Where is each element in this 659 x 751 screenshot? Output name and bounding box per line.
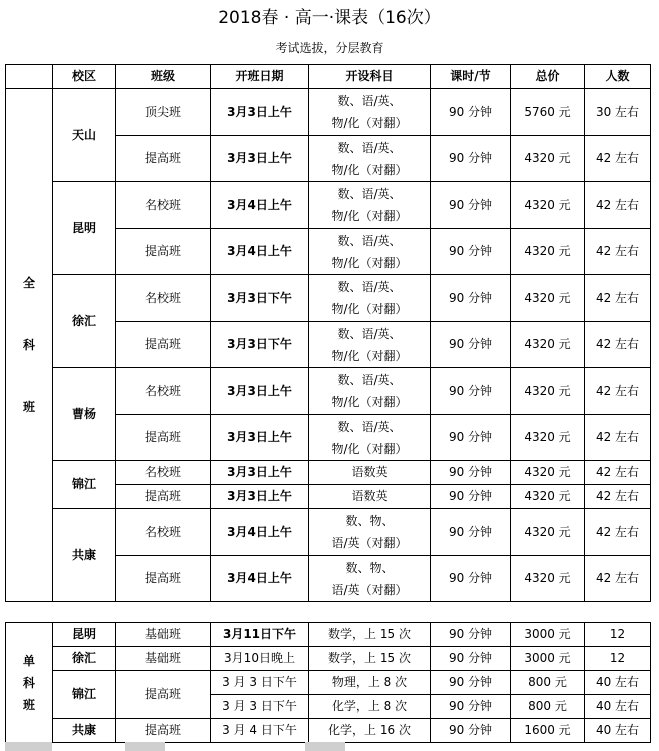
hours-cell: 90 分钟	[431, 89, 511, 136]
header-class-size: 人数	[585, 65, 651, 89]
date-cell: 3月4日上午	[211, 509, 309, 556]
header-subjects: 开设科目	[309, 65, 431, 89]
count-cell: 42 左右	[585, 368, 651, 415]
price-cell: 3000 元	[511, 647, 585, 671]
campus-cell: 共康	[53, 509, 116, 602]
price-cell: 4320 元	[511, 136, 585, 182]
class-cell: 名校班	[116, 182, 211, 229]
category-char: 班	[22, 400, 35, 414]
table-row	[6, 368, 651, 415]
class-cell: 提高班	[116, 556, 211, 602]
price-cell: 4320 元	[511, 461, 585, 485]
price-cell: 4320 元	[511, 556, 585, 602]
hours-cell: 90 分钟	[431, 415, 511, 461]
subjects-cell: 化学，上 8 次	[309, 695, 431, 719]
class-cell: 名校班	[116, 461, 211, 485]
class-cell: 名校班	[116, 368, 211, 415]
date-cell: 3 月 3 日下午	[211, 695, 309, 719]
date-cell: 3 月 3 日下午	[211, 671, 309, 695]
count-cell: 42 左右	[585, 509, 651, 556]
date-cell: 3月3日上午	[211, 415, 309, 461]
subjects-cell	[309, 368, 431, 415]
class-cell: 基础班	[116, 647, 211, 671]
class-cell: 提高班	[116, 485, 211, 509]
subjects-cell: 数学，上 15 次	[309, 623, 431, 647]
subjects-cell	[309, 322, 431, 368]
date-cell: 3月4日上午	[211, 229, 309, 275]
subjects-cell	[309, 229, 431, 275]
subjects-line: 数、语/英、	[337, 280, 402, 294]
date-cell: 3月11日下午	[211, 623, 309, 647]
campus-cell: 昆明	[53, 623, 116, 647]
hours-cell: 90 分钟	[431, 647, 511, 671]
campus-cell: 共康	[53, 719, 116, 743]
category-char: 全	[22, 276, 35, 290]
date-cell: 3月3日上午	[211, 368, 309, 415]
hours-cell: 90 分钟	[431, 556, 511, 602]
campus-cell: 锦江	[53, 671, 116, 719]
subjects-line: 数、语/英、	[337, 187, 402, 201]
price-cell: 4320 元	[511, 322, 585, 368]
count-cell: 40 左右	[585, 719, 651, 743]
category-char: 科	[22, 338, 35, 352]
class-cell: 提高班	[116, 322, 211, 368]
price-cell: 800 元	[511, 695, 585, 719]
class-cell: 提高班	[116, 719, 211, 743]
campus-cell: 天山	[53, 89, 116, 182]
strip-segment	[5, 742, 52, 751]
header-lesson-length: 课时/节	[431, 65, 511, 89]
count-cell: 42 左右	[585, 415, 651, 461]
subjects-cell	[309, 182, 431, 229]
price-cell: 4320 元	[511, 182, 585, 229]
subjects-cell	[309, 275, 431, 322]
single-subject-schedule-table	[5, 622, 651, 743]
header-class: 班级	[116, 65, 211, 89]
table-row	[6, 623, 651, 647]
date-cell: 3月3日下午	[211, 275, 309, 322]
table-row	[6, 647, 651, 671]
date-cell: 3月3日下午	[211, 322, 309, 368]
subjects-cell	[309, 89, 431, 136]
table-row	[6, 671, 651, 695]
campus-cell: 徐汇	[53, 647, 116, 671]
class-cell: 提高班	[116, 671, 211, 719]
subjects-cell: 物理，上 8 次	[309, 671, 431, 695]
count-cell: 42 左右	[585, 275, 651, 322]
count-cell: 42 左右	[585, 229, 651, 275]
subjects-cell: 数学，上 15 次	[309, 647, 431, 671]
price-cell: 4320 元	[511, 509, 585, 556]
subjects-line: 数、物、	[345, 560, 394, 575]
subjects-cell	[309, 509, 431, 556]
count-cell: 42 左右	[585, 182, 651, 229]
date-cell: 3月10日晚上	[211, 647, 309, 671]
full-subject-schedule-table	[5, 64, 651, 602]
bottom-cutoff-strip	[5, 742, 650, 751]
category-full-subject	[6, 89, 53, 602]
campus-cell: 徐汇	[53, 275, 116, 368]
campus-cell: 曹杨	[53, 368, 116, 461]
subjects-cell: 语数英	[309, 485, 431, 509]
date-cell: 3 月 4 日下午	[211, 719, 309, 743]
header-total-price: 总价	[511, 65, 585, 89]
subjects-line: 数、语/英、	[337, 419, 402, 434]
hours-cell: 90 分钟	[431, 182, 511, 229]
table-row	[6, 275, 651, 322]
date-cell: 3月3日上午	[211, 461, 309, 485]
campus-cell: 锦江	[53, 461, 116, 509]
hours-cell: 90 分钟	[431, 136, 511, 182]
count-cell: 40 左右	[585, 671, 651, 695]
date-cell: 3月3日上午	[211, 136, 309, 182]
count-cell: 30 左右	[585, 89, 651, 136]
table-row	[6, 719, 651, 743]
hours-cell: 90 分钟	[431, 461, 511, 485]
subjects-line: 物/化（对翻）	[331, 302, 408, 316]
class-cell: 顶尖班	[116, 89, 211, 136]
date-cell: 3月4日上午	[211, 182, 309, 229]
subjects-line: 数、语/英、	[337, 140, 402, 155]
subjects-cell	[309, 556, 431, 602]
count-cell: 42 左右	[585, 136, 651, 182]
count-cell: 42 左右	[585, 556, 651, 602]
campus-cell: 昆明	[53, 182, 116, 275]
class-cell: 名校班	[116, 509, 211, 556]
count-cell: 40 左右	[585, 695, 651, 719]
subjects-line: 物/化（对翻）	[331, 162, 408, 177]
table-row	[6, 461, 651, 485]
table-row	[6, 89, 651, 136]
hours-cell: 90 分钟	[431, 322, 511, 368]
subjects-cell: 语数英	[309, 461, 431, 485]
class-cell: 提高班	[116, 415, 211, 461]
count-cell: 42 左右	[585, 485, 651, 509]
header-corner	[6, 65, 53, 89]
table-row	[6, 509, 651, 556]
class-cell: 提高班	[116, 229, 211, 275]
subjects-cell	[309, 415, 431, 461]
date-cell: 3月3日上午	[211, 485, 309, 509]
subjects-line: 数、语/英、	[337, 326, 402, 341]
count-cell: 12	[585, 623, 651, 647]
hours-cell: 90 分钟	[431, 275, 511, 322]
subjects-line: 物/化（对翻）	[331, 209, 408, 223]
hours-cell: 90 分钟	[431, 509, 511, 556]
price-cell: 4320 元	[511, 415, 585, 461]
subjects-line: 物/化（对翻）	[331, 348, 408, 363]
price-cell: 1600 元	[511, 719, 585, 743]
class-cell: 名校班	[116, 275, 211, 322]
subjects-cell	[309, 136, 431, 182]
class-cell: 基础班	[116, 623, 211, 647]
header-start-date: 开班日期	[211, 65, 309, 89]
hours-cell: 90 分钟	[431, 623, 511, 647]
hours-cell: 90 分钟	[431, 719, 511, 743]
count-cell: 42 左右	[585, 322, 651, 368]
subjects-line: 物/化（对翻）	[331, 441, 408, 456]
table-row	[6, 182, 651, 229]
subjects-line: 物/化（对翻）	[331, 395, 408, 409]
price-cell: 4320 元	[511, 275, 585, 322]
subjects-line: 数、语/英、	[337, 233, 402, 248]
header-row	[6, 65, 651, 89]
hours-cell: 90 分钟	[431, 485, 511, 509]
price-cell: 3000 元	[511, 623, 585, 647]
count-cell: 42 左右	[585, 461, 651, 485]
page-title: 2018春 · 高一·课表（16次）	[218, 8, 441, 28]
hours-cell: 90 分钟	[431, 695, 511, 719]
price-cell: 4320 元	[511, 229, 585, 275]
date-cell: 3月4日上午	[211, 556, 309, 602]
hours-cell: 90 分钟	[431, 368, 511, 415]
category-char: 班	[22, 697, 35, 712]
category-char: 单	[22, 653, 35, 668]
subjects-line: 语/英（对翻）	[331, 536, 408, 550]
subjects-line: 数、物、	[345, 514, 394, 528]
price-cell: 4320 元	[511, 368, 585, 415]
strip-segment	[305, 742, 345, 751]
subjects-line: 数、语/英、	[337, 373, 402, 387]
class-cell: 提高班	[116, 136, 211, 182]
date-cell: 3月3日上午	[211, 89, 309, 136]
subjects-line: 物/化（对翻）	[331, 116, 408, 130]
subjects-line: 语/英（对翻）	[331, 582, 408, 597]
price-cell: 4320 元	[511, 485, 585, 509]
price-cell: 800 元	[511, 671, 585, 695]
subjects-line: 物/化（对翻）	[331, 255, 408, 270]
strip-segment	[125, 742, 165, 751]
subjects-line: 数、语/英、	[337, 94, 402, 108]
category-char: 科	[22, 675, 35, 690]
hours-cell: 90 分钟	[431, 229, 511, 275]
page-subtitle: 考试选拔，分层教育	[275, 41, 384, 55]
count-cell: 12	[585, 647, 651, 671]
category-single-subject	[6, 623, 53, 743]
hours-cell: 90 分钟	[431, 671, 511, 695]
header-campus: 校区	[53, 65, 116, 89]
price-cell: 5760 元	[511, 89, 585, 136]
subjects-cell: 化学，上 16 次	[309, 719, 431, 743]
